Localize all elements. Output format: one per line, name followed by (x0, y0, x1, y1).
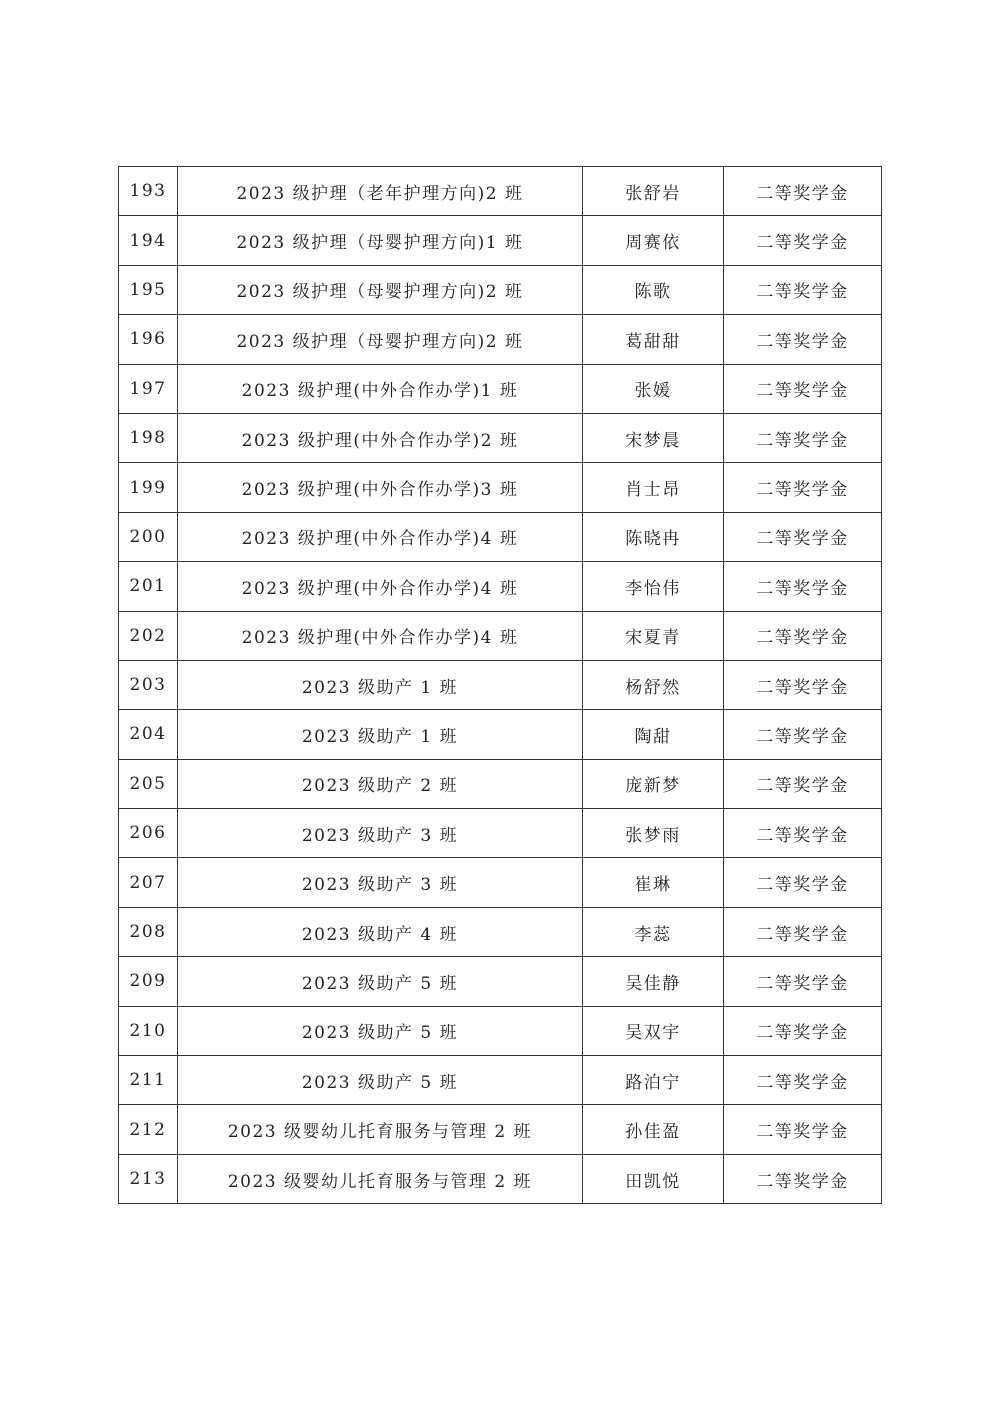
scholarship-table-body (119, 167, 882, 1204)
table-row (119, 1006, 882, 1055)
class-name-cell: 2023 级护理(中外合作办学)3 班 (178, 463, 583, 512)
table-row (119, 562, 882, 611)
row-number-cell: 195 (119, 265, 178, 314)
row-number-cell: 209 (119, 957, 178, 1006)
award-level-cell: 二等奖学金 (724, 759, 882, 808)
row-number-cell: 205 (119, 759, 178, 808)
student-name-cell: 陈晓冉 (583, 512, 724, 561)
class-name-cell: 2023 级护理(中外合作办学)1 班 (178, 364, 583, 413)
award-level-cell: 二等奖学金 (724, 660, 882, 709)
class-name-cell: 2023 级助产 1 班 (178, 660, 583, 709)
row-number-cell: 194 (119, 216, 178, 265)
class-name-cell: 2023 级护理（母婴护理方向)1 班 (178, 216, 583, 265)
student-name-cell: 路泊宁 (583, 1056, 724, 1105)
award-level-cell: 二等奖学金 (724, 315, 882, 364)
student-name-cell: 陈歌 (583, 265, 724, 314)
row-number-cell: 198 (119, 413, 178, 462)
table-row (119, 315, 882, 364)
student-name-cell: 吴佳静 (583, 957, 724, 1006)
award-level-cell: 二等奖学金 (724, 1154, 882, 1203)
row-number-cell: 213 (119, 1154, 178, 1203)
class-name-cell: 2023 级助产 4 班 (178, 907, 583, 956)
student-name-cell: 肖士昂 (583, 463, 724, 512)
table-row (119, 907, 882, 956)
row-number-cell: 207 (119, 858, 178, 907)
class-name-cell: 2023 级助产 5 班 (178, 957, 583, 1006)
award-level-cell: 二等奖学金 (724, 907, 882, 956)
table-row (119, 1154, 882, 1203)
table-row (119, 759, 882, 808)
table-row (119, 216, 882, 265)
class-name-cell: 2023 级婴幼儿托育服务与管理 2 班 (178, 1105, 583, 1154)
row-number-cell: 197 (119, 364, 178, 413)
table-row (119, 413, 882, 462)
row-number-cell: 201 (119, 562, 178, 611)
table-row (119, 364, 882, 413)
award-level-cell: 二等奖学金 (724, 1056, 882, 1105)
table-row (119, 611, 882, 660)
student-name-cell: 宋梦晨 (583, 413, 724, 462)
student-name-cell: 田凯悦 (583, 1154, 724, 1203)
award-level-cell: 二等奖学金 (724, 809, 882, 858)
award-level-cell: 二等奖学金 (724, 413, 882, 462)
row-number-cell: 200 (119, 512, 178, 561)
student-name-cell: 宋夏青 (583, 611, 724, 660)
award-level-cell: 二等奖学金 (724, 1105, 882, 1154)
student-name-cell: 杨舒然 (583, 660, 724, 709)
student-name-cell: 崔琳 (583, 858, 724, 907)
table-row (119, 463, 882, 512)
row-number-cell: 199 (119, 463, 178, 512)
table-row (119, 809, 882, 858)
award-level-cell: 二等奖学金 (724, 562, 882, 611)
award-level-cell: 二等奖学金 (724, 611, 882, 660)
table-row (119, 1056, 882, 1105)
table-row (119, 265, 882, 314)
award-level-cell: 二等奖学金 (724, 364, 882, 413)
scholarship-table (118, 166, 882, 1204)
class-name-cell: 2023 级助产 5 班 (178, 1006, 583, 1055)
student-name-cell: 张梦雨 (583, 809, 724, 858)
student-name-cell: 葛甜甜 (583, 315, 724, 364)
class-name-cell: 2023 级护理(中外合作办学)4 班 (178, 512, 583, 561)
row-number-cell: 206 (119, 809, 178, 858)
award-level-cell: 二等奖学金 (724, 957, 882, 1006)
row-number-cell: 208 (119, 907, 178, 956)
award-level-cell: 二等奖学金 (724, 463, 882, 512)
table-row (119, 1105, 882, 1154)
award-level-cell: 二等奖学金 (724, 710, 882, 759)
class-name-cell: 2023 级护理（母婴护理方向)2 班 (178, 265, 583, 314)
class-name-cell: 2023 级助产 3 班 (178, 858, 583, 907)
row-number-cell: 212 (119, 1105, 178, 1154)
class-name-cell: 2023 级护理(中外合作办学)2 班 (178, 413, 583, 462)
table-row (119, 512, 882, 561)
award-level-cell: 二等奖学金 (724, 216, 882, 265)
class-name-cell: 2023 级助产 3 班 (178, 809, 583, 858)
row-number-cell: 202 (119, 611, 178, 660)
class-name-cell: 2023 级护理(中外合作办学)4 班 (178, 562, 583, 611)
row-number-cell: 203 (119, 660, 178, 709)
award-level-cell: 二等奖学金 (724, 512, 882, 561)
student-name-cell: 周赛依 (583, 216, 724, 265)
class-name-cell: 2023 级护理（母婴护理方向)2 班 (178, 315, 583, 364)
row-number-cell: 204 (119, 710, 178, 759)
class-name-cell: 2023 级助产 2 班 (178, 759, 583, 808)
table-row (119, 710, 882, 759)
row-number-cell: 196 (119, 315, 178, 364)
student-name-cell: 吴双宇 (583, 1006, 724, 1055)
class-name-cell: 2023 级婴幼儿托育服务与管理 2 班 (178, 1154, 583, 1203)
row-number-cell: 210 (119, 1006, 178, 1055)
class-name-cell: 2023 级助产 1 班 (178, 710, 583, 759)
award-level-cell: 二等奖学金 (724, 167, 882, 216)
row-number-cell: 211 (119, 1056, 178, 1105)
class-name-cell: 2023 级护理（老年护理方向)2 班 (178, 167, 583, 216)
award-level-cell: 二等奖学金 (724, 858, 882, 907)
table-row (119, 167, 882, 216)
student-name-cell: 李怡伟 (583, 562, 724, 611)
table-row (119, 660, 882, 709)
student-name-cell: 陶甜 (583, 710, 724, 759)
row-number-cell: 193 (119, 167, 178, 216)
student-name-cell: 庞新梦 (583, 759, 724, 808)
award-level-cell: 二等奖学金 (724, 1006, 882, 1055)
class-name-cell: 2023 级助产 5 班 (178, 1056, 583, 1105)
table-row (119, 858, 882, 907)
student-name-cell: 张舒岩 (583, 167, 724, 216)
table-row (119, 957, 882, 1006)
student-name-cell: 孙佳盈 (583, 1105, 724, 1154)
student-name-cell: 李蕊 (583, 907, 724, 956)
award-level-cell: 二等奖学金 (724, 265, 882, 314)
class-name-cell: 2023 级护理(中外合作办学)4 班 (178, 611, 583, 660)
student-name-cell: 张媛 (583, 364, 724, 413)
